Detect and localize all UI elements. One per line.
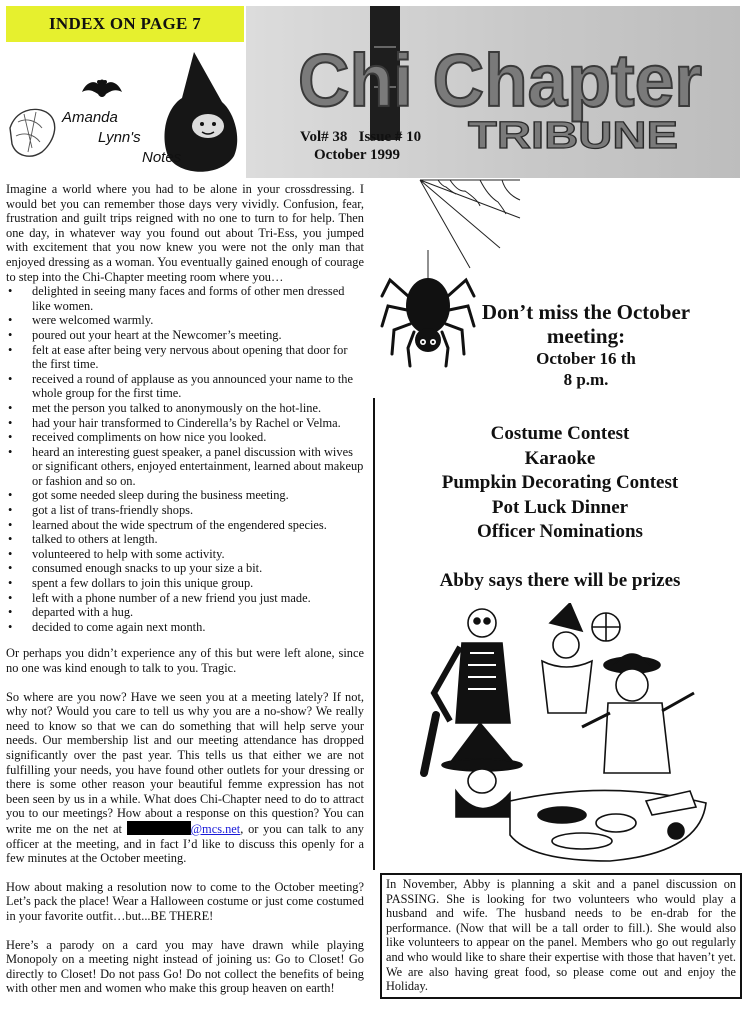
paragraph-3-end: , or you can talk to any officer at the meeting, and in fact I’d like to discuss this openly for a few minutes at the October meeting. [6,821,364,866]
redacted-email-user [127,821,191,835]
column-divider [373,398,375,870]
event-item: Pumpkin Decorating Contest [441,472,679,493]
logo-line-2: Lynn's [98,129,141,146]
index-notice [6,6,244,42]
masthead-subtitle: TRIBUNE [468,115,678,157]
article-paragraph-5: Here’s a parody on a card you may have drawn while playing Monopoly on a meeting night instead of joining us: Go to Closet! Go directly to Closet! Do not pass Go! Do not collect the benefits of being with other men and women who make this group heaven on earth! [6,937,364,996]
november-note-text: In November, Abby is planning a skit and a panel discussion on PASSING. She is looking for two volunteers who would play a husband and wife. The husband needs to be en-drab for the performance. (Now that will be a tall order to fill.). She would also like volunteers to appear on the panel. Members who go out regularly and who would like to share their expertise with those that haven’t yet. We are also having great food, so please come out and enjoy the Holiday. [386,877,736,994]
meeting-time: 8 p.m. [563,370,609,389]
event-item: Pot Luck Dinner [491,496,629,518]
bullet-item: • poured out your heart at the Newcomer’s meeting. [32,328,364,343]
bullet-item: • got some needed sleep during the business meeting. [32,488,364,503]
index-label: INDEX ON PAGE 7 [49,14,201,33]
volume-number: Vol# 38 [300,129,348,145]
article-column [6,182,364,1010]
bullet-item: • learned about the wide spectrum of the engendered species. [32,518,364,533]
bullet-list [6,284,364,634]
issue-info [300,128,421,164]
spider-web-icon [420,180,520,268]
issue-date: October 1999 [314,147,400,163]
bullet-item: • had your hair transformed to Cinderella’s by Rachel or Velma. [32,416,364,431]
email-link[interactable]: @mcs.net [190,821,241,836]
meeting-headline-2: meeting: [546,324,626,348]
bullet-item: • received compliments on how nice you looked. [32,430,364,445]
issue-number: Issue # 10 [358,129,422,145]
halloween-party-illustration [410,603,710,870]
bat-icon [82,80,122,98]
article-paragraph-3 [6,690,364,866]
bullet-item: • were welcomed warmly. [32,313,364,328]
logo-line-1: Amanda [62,109,118,126]
bullet-item: • talked to others at length. [32,532,364,547]
article-intro: Imagine a world where you had to be alone in your crossdressing. I would bet you can remember those days very vividly. Confusion, fear, frustration and guilt trips reigned with no one to turn to for help. Then one day, in whatever way you found out about Tri-Ess, you jumped with excitement that you now knew you were not the only man that enjoyed dressing as a woman. You eventually gained enough of courage to step into the Chi-Chapter meeting room where you… [6,182,364,284]
logo-line-3: Notes [142,149,182,166]
article-paragraph-4: How about making a resolution now to come to the October meeting? Let’s pack the place! Wear a Halloween costume or just come costumed in your favorite outfit…but...BE THERE! [6,879,364,923]
article-paragraph-2: Or perhaps you didn’t experience any of this but were left alone, since no one was kind enough to talk to you. Tragic. [6,646,364,675]
event-item: Officer Nominations [477,521,643,542]
column-logo [6,48,246,178]
event-item: Karaoke [524,447,596,469]
bullet-item: • received a round of applause as you announced your name to the whole group for the first time. [32,372,364,401]
prizes-note: Abby says there will be prizes [439,570,681,591]
clown-figure-icon [542,603,620,713]
masthead-title: Chi Chapter [298,39,702,122]
bullet-item: • consumed enough snacks to up your size a bit. [32,561,364,576]
bullet-item: • spent a few dollars to join this unique group. [32,576,364,591]
bullet-item: • volunteered to help with some activity. [32,547,364,562]
meeting-headline-1: Don’t miss the October [481,300,691,324]
bullet-item: • left with a phone number of a new friend you just made. [32,591,364,606]
bullet-item: • decided to come again next month. [32,620,364,635]
man-in-hat-figure-icon [582,654,694,773]
event-item: Costume Contest [490,423,630,444]
bullet-item: • got a list of trans-friendly shops. [32,503,364,518]
bullet-item: • met the person you talked to anonymously on the hot-line. [32,401,364,416]
bullet-item: • delighted in seeing many faces and forms of other men dressed like women. [32,284,364,313]
paragraph-3-start: So where are you now? Have we seen you at a meeting lately? If not, why not? Would you care to tell us why you are a no-show? We really need to know so that we can do something that will help serve your needs. Our membership list and our meeting attendance has dropped significantly over the past year. This tells us that either we are not fulfilling your needs, you have found other outlets for your dressing or there is some other reason your beautiful femme expression has not been seen by us in a while. What does Chi-Chapter need to do to attract you to our meetings? How about a response on this question? You can write me on the net at [6,689,364,836]
november-announcement-box [380,873,742,999]
lace-glove-icon [10,109,55,156]
event-list [382,422,738,545]
meeting-announcement [455,300,717,390]
bullet-item: • felt at ease after being very nervous about opening that door for the first time. [32,343,364,372]
bullet-item: • heard an interesting guest speaker, a panel discussion with wives or significant others, enjoyed entertainment, learned about makeup or fashion and so on. [32,445,364,489]
food-table-icon [510,790,706,861]
bullet-item: • departed with a hug. [32,605,364,620]
meeting-date: October 16 th [536,349,636,368]
